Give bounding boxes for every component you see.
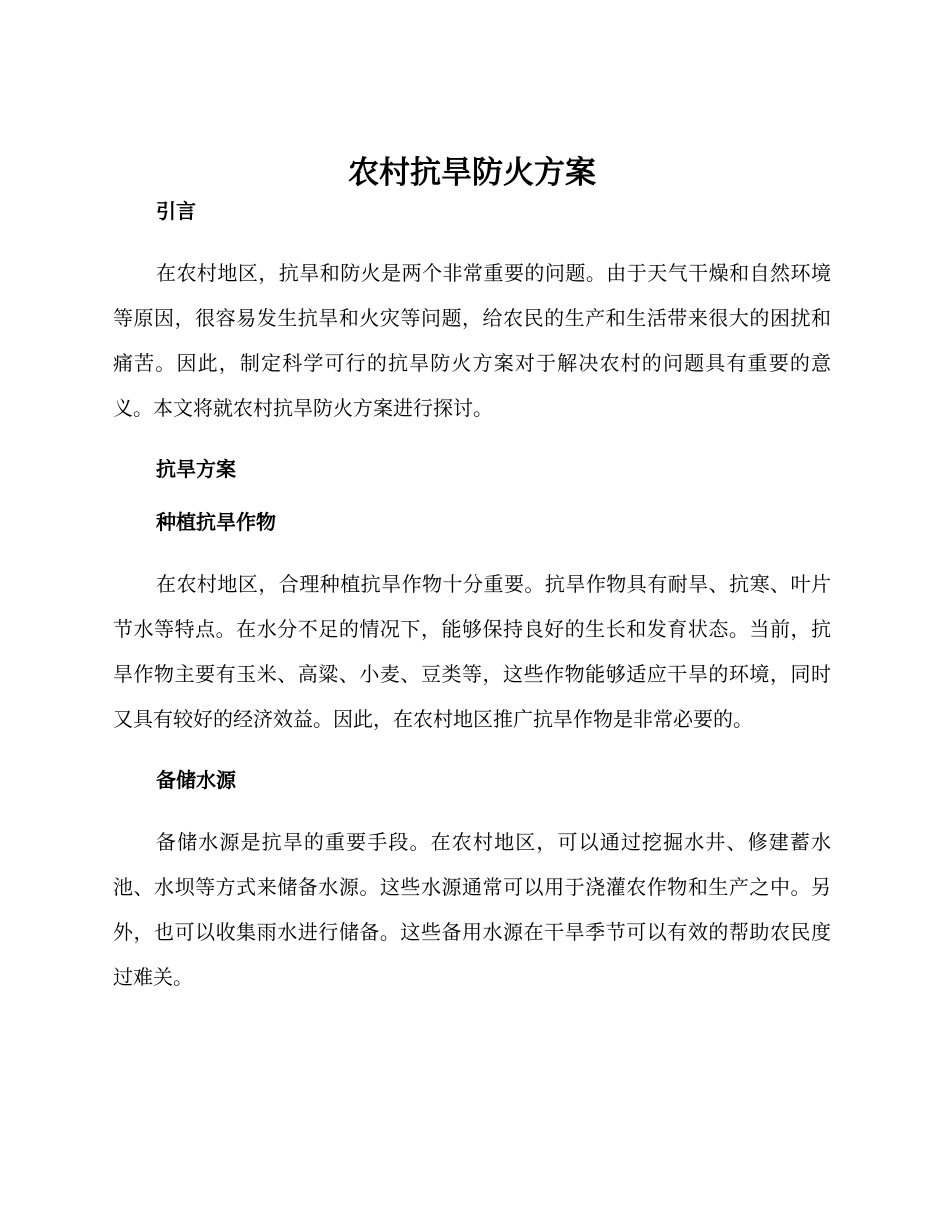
document-body xyxy=(113,150,831,1000)
drought-crops-heading: 种植抗旱作物 xyxy=(156,510,276,534)
intro-heading: 引言 xyxy=(156,199,196,223)
intro-paragraph: 在农村地区，抗旱和防火是两个非常重要的问题。由于天气干燥和自然环境等原因，很容易发生抗旱和火灾等问题，给农民的生产和生活带来很大的困扰和痛苦。因此，制定科学可行的抗旱防火方案对于解决农村的问题具有重要的意义。本文将就农村抗旱防火方案进行探讨。 xyxy=(113,261,831,420)
drought-crops-paragraph: 在农村地区，合理种植抗旱作物十分重要。抗旱作物具有耐旱、抗寒、叶片节水等特点。在水分不足的情况下，能够保持良好的生长和发育状态。当前，抗旱作物主要有玉米、高粱、小麦、豆类等，这些作物能够适应干旱的环境，同时又具有较好的经济效益。因此，在农村地区推广抗旱作物是非常必要的。 xyxy=(113,572,831,731)
document-title: 农村抗旱防火方案 xyxy=(348,155,596,191)
water-storage-heading: 备储水源 xyxy=(156,768,236,792)
water-storage-paragraph: 备储水源是抗旱的重要手段。在农村地区，可以通过挖掘水井、修建蓄水池、水坝等方式来储备水源。这些水源通常可以用于浇灌农作物和生产之中。另外，也可以收集雨水进行储备。这些备用水源在干旱季节可以有效的帮助农民度过难关。 xyxy=(113,830,831,989)
drought-plan-heading: 抗旱方案 xyxy=(156,457,236,481)
